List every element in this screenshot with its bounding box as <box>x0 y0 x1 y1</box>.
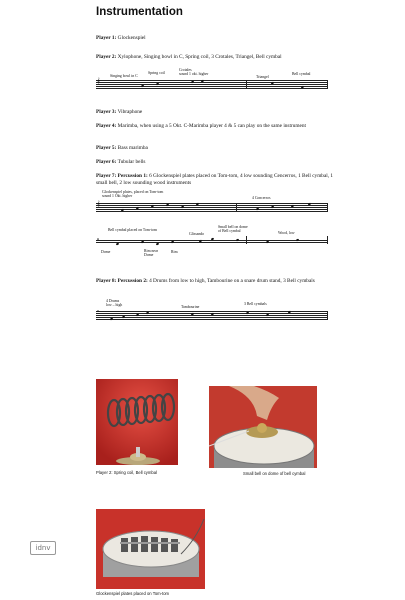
clef-icon: 𝄞 <box>97 78 100 84</box>
staff-label: 4 Concerros <box>252 196 271 200</box>
staff-label: Singing bowl in C <box>110 74 138 78</box>
player-8-staff <box>96 297 328 323</box>
staff-label: Tambourine <box>181 305 200 309</box>
photo-glockenspiel-plates <box>96 509 205 589</box>
photo-spring-coil <box>96 379 178 465</box>
note <box>266 241 270 244</box>
percussion-clef-icon: 𝄥 <box>97 237 99 243</box>
photo-caption: Small bell on dome of bell cymbal <box>243 471 306 476</box>
staff-label: sound 1 okt. higher <box>179 72 209 76</box>
player-8-line: Player 8: Percussion 2: 4 Drums from low to high, Tambourine on a snare drum stand, 3 Bell cymbals <box>96 278 315 284</box>
note <box>171 241 175 244</box>
player-7-staff-b <box>96 226 328 260</box>
staff-label: 4 Drums <box>106 299 120 303</box>
staff-label: Small bell on dome <box>218 225 248 229</box>
bar-line <box>236 203 237 211</box>
player-2-line: Player 2: Xylophone, Singing bowl in C, Spring coil, 3 Crotales, Triangel, Bell cymbal <box>96 54 282 60</box>
staff-label: Wood, low <box>278 231 295 235</box>
staff-label: Dome <box>144 253 154 257</box>
player-6-line: Player 6: Tubular bells <box>96 159 146 165</box>
player-1-line: Player 1: Glockenspiel <box>96 35 146 41</box>
player-5-line: Player 5: Bass marimba <box>96 145 148 151</box>
bar-line <box>327 311 328 319</box>
staff-label: Glissando <box>189 232 205 236</box>
photo-small-bell <box>209 386 317 468</box>
percussion-clef-icon: 𝄥 <box>97 309 99 315</box>
staff-label: sound 1 Okt. higher <box>102 194 133 198</box>
staff-label: Glockenspiel plates, placed on Tom-tom <box>102 190 164 194</box>
staff-label: Rim near <box>144 249 159 253</box>
note <box>116 243 120 246</box>
bar-line <box>327 80 328 88</box>
bar-line <box>327 203 328 211</box>
photo-caption: Player 2: Spring coil, Bell cymbal <box>96 470 157 475</box>
player-4-line: Player 4: Marimba, when using a 5 Okt. C-Marimba player 4 & 5 can play on the same instrument <box>96 123 306 129</box>
staff-label: Bell cymbal placed on Tom-tom <box>108 228 158 232</box>
staff-label: Triangel <box>256 75 269 79</box>
player-7-line: Player 7: Percussion 1: 6 Glockenspiel plates placed on Tom-tom, 4 low sounding Cencerros, 1 Bell cymbal, 1 small bell, 2 low sounding wood instruments <box>96 173 334 186</box>
staff-label: Crotales <box>179 68 192 72</box>
staff-label: Spring coil <box>148 71 165 75</box>
staff-label: of Bell cymbal <box>218 229 241 233</box>
note <box>156 243 160 246</box>
note <box>141 241 145 244</box>
staff-label: Rim <box>171 250 178 254</box>
clef-icon: 𝄞 <box>97 201 100 207</box>
bar-line <box>246 236 247 244</box>
player-2-staff <box>96 70 328 94</box>
bar-line <box>327 236 328 244</box>
staff-label: Bell cymbal <box>292 72 311 76</box>
staff-label: Dome <box>101 250 111 254</box>
note <box>110 318 114 321</box>
staff-label: low – high <box>106 303 123 307</box>
player-3-line: Player 3: Vibraphone <box>96 109 143 115</box>
staff-label: 3 Bell cymbals <box>244 302 267 306</box>
photo-caption: Glockenspiel plates placed on Tom-tom <box>96 591 170 596</box>
player-7-staff-a <box>96 190 328 216</box>
bar-line <box>246 80 247 88</box>
page-title: Instrumentation <box>96 6 183 18</box>
idnv-logo: idnv <box>30 541 56 555</box>
